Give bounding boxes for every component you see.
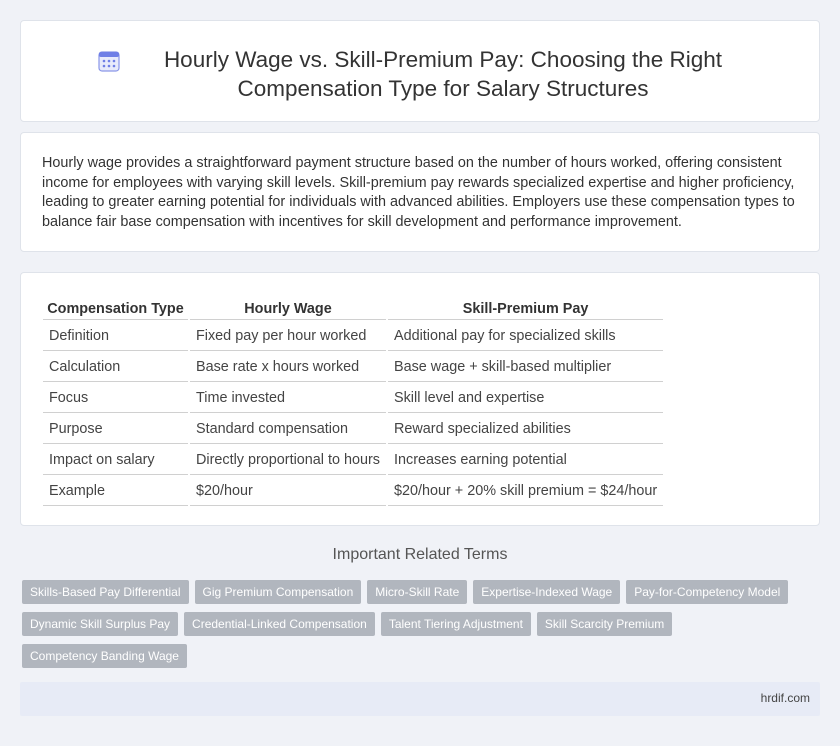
table-cell: Reward specialized abilities [388, 415, 663, 444]
column-header: Compensation Type [43, 297, 188, 320]
table-row [43, 415, 663, 444]
related-terms-list [22, 580, 812, 668]
table-cell: Impact on salary [43, 446, 188, 475]
related-term-tag[interactable]: Gig Premium Compensation [195, 580, 362, 604]
table-header-row [43, 297, 663, 320]
intro-card [20, 132, 820, 252]
related-term-tag[interactable]: Pay-for-Competency Model [626, 580, 788, 604]
table-cell: Time invested [190, 384, 386, 413]
calendar-icon [97, 49, 121, 73]
related-term-tag[interactable]: Talent Tiering Adjustment [381, 612, 531, 636]
table-cell: $20/hour [190, 477, 386, 506]
table-cell: $20/hour + 20% skill premium = $24/hour [388, 477, 663, 506]
table-cell: Base wage + skill-based multiplier [388, 353, 663, 382]
related-term-tag[interactable]: Expertise-Indexed Wage [473, 580, 620, 604]
table-row [43, 446, 663, 475]
related-term-tag[interactable]: Skills-Based Pay Differential [22, 580, 189, 604]
table-cell: Calculation [43, 353, 188, 382]
page-title: Hourly Wage vs. Skill-Premium Pay: Choosing the Right Compensation Type for Salary Structures [163, 47, 723, 101]
table-cell: Directly proportional to hours [190, 446, 386, 475]
related-term-tag[interactable]: Credential-Linked Compensation [184, 612, 375, 636]
related-term-tag[interactable]: Competency Banding Wage [22, 644, 187, 668]
table-cell: Purpose [43, 415, 188, 444]
footer-bar [20, 682, 820, 716]
table-cell: Example [43, 477, 188, 506]
related-term-tag[interactable]: Skill Scarcity Premium [537, 612, 672, 636]
column-header: Skill-Premium Pay [388, 297, 663, 320]
intro-paragraph: Hourly wage provides a straightforward payment structure based on the number of hours worked, offering consistent income for employees with varying skill levels. Skill-premium pay rewards specialized expertise and higher proficiency, leading to greater earning potential for individuals with advanced abilities. Employers use these compensation types to balance fair base compensation with incentives for skill development and performance improvement. [42, 155, 795, 230]
table-cell: Additional pay for specialized skills [388, 322, 663, 351]
table-cell: Standard compensation [190, 415, 386, 444]
table-cell: Increases earning potential [388, 446, 663, 475]
table-cell: Definition [43, 322, 188, 351]
table-row [43, 384, 663, 413]
footer-site-link[interactable]: hrdif.com [760, 691, 810, 705]
comparison-table-card [20, 272, 820, 526]
header-card [20, 20, 820, 122]
comparison-table [41, 295, 665, 508]
related-term-tag[interactable]: Micro-Skill Rate [367, 580, 467, 604]
table-row [43, 322, 663, 351]
table-cell: Fixed pay per hour worked [190, 322, 386, 351]
table-cell: Base rate x hours worked [190, 353, 386, 382]
table-row [43, 353, 663, 382]
table-cell: Focus [43, 384, 188, 413]
table-cell: Skill level and expertise [388, 384, 663, 413]
related-term-tag[interactable]: Dynamic Skill Surplus Pay [22, 612, 178, 636]
related-terms-heading: Important Related Terms [332, 546, 508, 563]
table-row [43, 477, 663, 506]
column-header: Hourly Wage [190, 297, 386, 320]
